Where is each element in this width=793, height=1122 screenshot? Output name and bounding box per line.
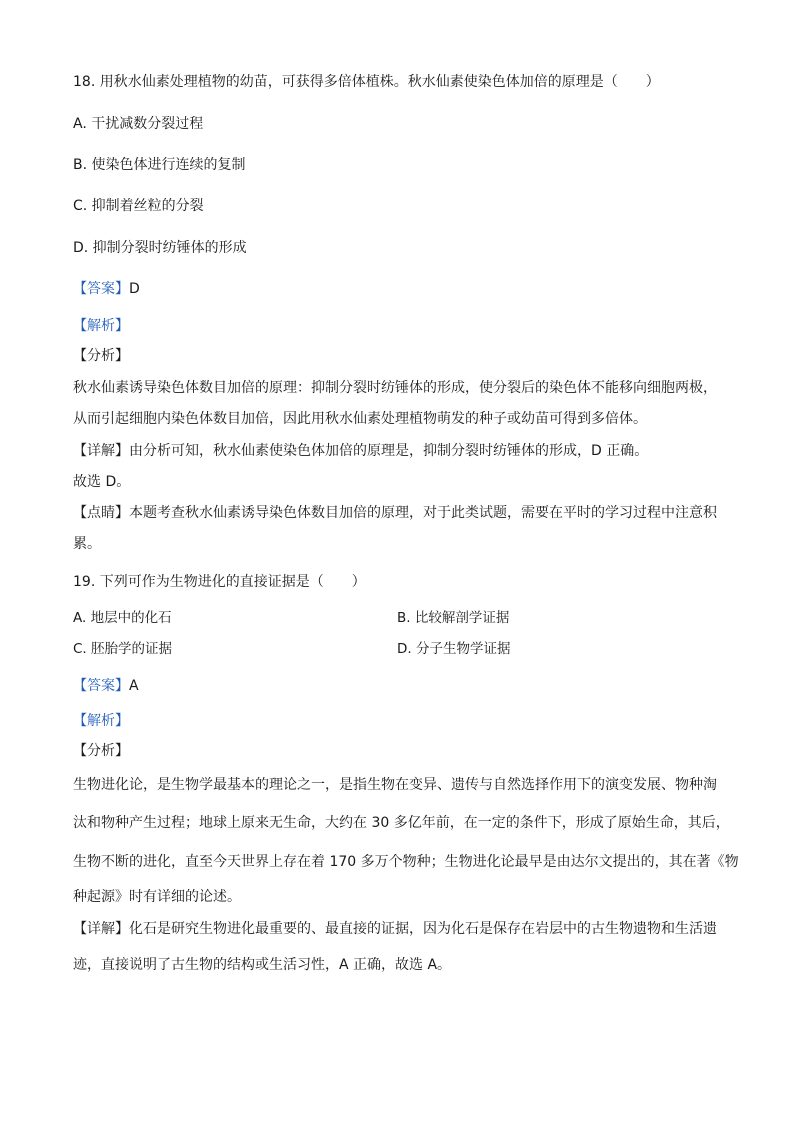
q19-xiangjie-line-2: 迹，直接说明了古生物的结构或生活习性，A 正确，故选 A。	[73, 957, 452, 973]
q18-option-d: D. 抑制分裂时纺锤体的形成	[73, 240, 247, 256]
q18-conclusion: 故选 D。	[73, 474, 131, 490]
q18-fenxi-line-2: 从而引起细胞内染色体数目加倍，因此用秋水仙素处理植物萌发的种子或幼苗可得到多倍体。	[73, 411, 647, 427]
q18-analysis-tag: 【解析】	[73, 318, 129, 334]
q19-fenxi-line-1: 生物进化论，是生物学最基本的理论之一，是指生物在变异、遗传与自然选择作用下的演变发展、物种淘	[73, 777, 717, 793]
q19-fenxi-tag: 【分析】	[73, 743, 129, 759]
q19-analysis-tag: 【解析】	[73, 713, 129, 729]
q18-option-b: B. 使染色体进行连续的复制	[73, 157, 246, 173]
q18-dianjing-text: 本题考查秋水仙素诱导染色体数目加倍的原理，对于此类试题，需要在平时的学习过程中注意积	[129, 505, 717, 521]
q19-xiangjie-tag: 【详解】	[73, 921, 129, 937]
q18-xiangjie-tag: 【详解】	[73, 443, 129, 459]
q18-fenxi-line-1: 秋水仙素诱导染色体数目加倍的原理：抑制分裂时纺锤体的形成，使分裂后的染色体不能移向细胞两极，	[73, 380, 717, 396]
q19-xiangjie	[73, 920, 717, 938]
q19-xiangjie-text: 化石是研究生物进化最重要的、最直接的证据，因为化石是保存在岩层中的古生物遗物和生活遗	[129, 921, 717, 937]
question-18-stem: 18. 用秋水仙素处理植物的幼苗，可获得多倍体植株。秋水仙素使染色体加倍的原理是（ ）	[73, 74, 660, 90]
q19-option-b: B. 比较解剖学证据	[397, 610, 510, 626]
q18-dianjing	[73, 504, 717, 522]
question-19-stem: 19. 下列可作为生物进化的直接证据是（ ）	[73, 574, 366, 590]
q18-dianjing-tag: 【点睛】	[73, 505, 129, 521]
q19-answer	[73, 677, 139, 695]
q18-xiangjie-text: 由分析可知，秋水仙素使染色体加倍的原理是，抑制分裂时纺锤体的形成，D 正确。	[129, 443, 649, 459]
q19-fenxi-line-3: 生物不断的进化，直至今天世界上存在着 170 多万个物种；生物进化论最早是由达尔文提出的，其在著《物	[73, 854, 739, 870]
q18-option-a: A. 干扰减数分裂过程	[73, 116, 204, 132]
q19-fenxi-line-2: 汰和物种产生过程；地球上原来无生命，大约在 30 多亿年前，在一定的条件下，形成了原始生命，其后，	[73, 815, 730, 831]
q18-answer-tag: 【答案】	[73, 281, 129, 297]
q19-option-c: C. 胚胎学的证据	[73, 641, 173, 657]
q18-fenxi-tag: 【分析】	[73, 348, 129, 364]
q18-xiangjie	[73, 442, 648, 460]
q19-option-a: A. 地层中的化石	[73, 610, 172, 626]
q18-answer-value: D	[129, 281, 140, 297]
q19-answer-value: A	[129, 678, 139, 694]
q18-option-c: C. 抑制着丝粒的分裂	[73, 198, 204, 214]
q19-option-d: D. 分子生物学证据	[397, 641, 511, 657]
q19-answer-tag: 【答案】	[73, 678, 129, 694]
q19-fenxi-line-4: 种起源》时有详细的论述。	[73, 889, 241, 905]
q18-dianjing-line-2: 累。	[73, 536, 101, 552]
q18-answer	[73, 280, 140, 298]
